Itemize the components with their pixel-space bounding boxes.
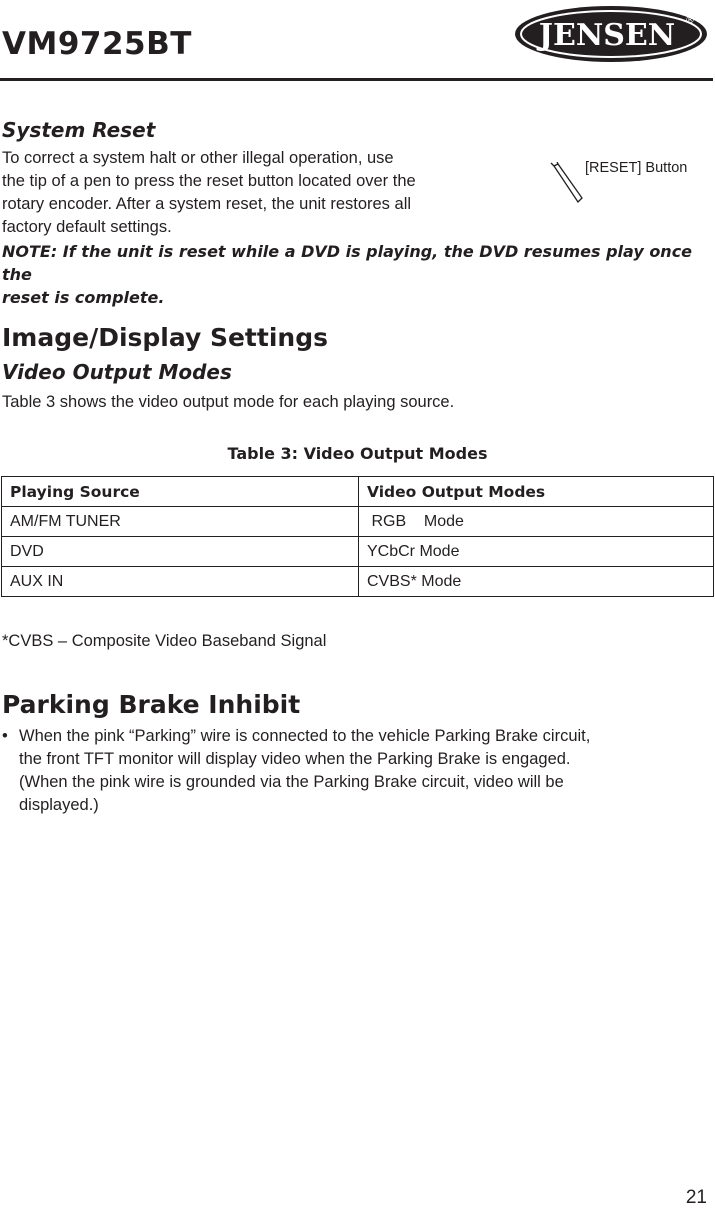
page-number: 21 [685, 1187, 707, 1208]
jensen-logo [512, 3, 710, 65]
table-cell: DVD [2, 537, 359, 567]
bullet-line: the front TFT monitor will display video when the Parking Brake is engaged. [19, 750, 571, 768]
parking-brake-heading: Parking Brake Inhibit [2, 690, 301, 719]
bullet-text [19, 725, 699, 817]
video-output-modes-heading: Video Output Modes [2, 360, 232, 384]
bullet-line: displayed.) [19, 796, 99, 814]
body-line: rotary encoder. After a system reset, the unit restores all [2, 195, 412, 213]
reset-note [2, 240, 702, 309]
bullet-line: (When the pink wire is grounded via the Parking Brake circuit, video will be [19, 773, 564, 791]
header-playing-source: Playing Source [2, 477, 359, 507]
body-line: the tip of a pen to press the reset button located over the [2, 172, 416, 190]
system-reset-body [2, 147, 502, 239]
note-line: reset is complete. [2, 288, 165, 307]
cvbs-footnote: *CVBS – Composite Video Baseband Signal [2, 632, 327, 650]
body-line: factory default settings. [2, 218, 172, 236]
logo-text: JENSEN [538, 18, 676, 53]
pen-icon [548, 162, 588, 204]
system-reset-heading: System Reset [2, 118, 156, 142]
table-row [2, 537, 714, 567]
table-row [2, 567, 714, 597]
table-cell: CVBS* Mode [359, 567, 714, 597]
model-title: VM9725BT [2, 26, 192, 62]
table-header-row [2, 477, 714, 507]
table-cell: AUX IN [2, 567, 359, 597]
bullet-marker: • [2, 727, 8, 745]
image-display-heading: Image/Display Settings [2, 323, 328, 352]
table-row [2, 507, 714, 537]
registered-mark: ® [685, 15, 695, 26]
video-output-table [1, 476, 714, 597]
table-cell: AM/FM TUNER [2, 507, 359, 537]
bullet-line: When the pink “Parking” wire is connected to the vehicle Parking Brake circuit, [19, 727, 591, 745]
reset-button-label: [RESET] Button [585, 160, 688, 176]
video-output-intro: Table 3 shows the video output mode for each playing source. [2, 393, 455, 411]
reset-button-figure [548, 158, 708, 208]
header-rule [0, 78, 713, 81]
table-cell: RGB Mode [359, 507, 714, 537]
table-caption: Table 3: Video Output Modes [227, 444, 488, 463]
body-line: To correct a system halt or other illegal operation, use [2, 149, 394, 167]
table-cell: YCbCr Mode [359, 537, 714, 567]
header-video-output-modes: Video Output Modes [359, 477, 714, 507]
note-line: NOTE: If the unit is reset while a DVD is playing, the DVD resumes play once the [2, 242, 693, 284]
